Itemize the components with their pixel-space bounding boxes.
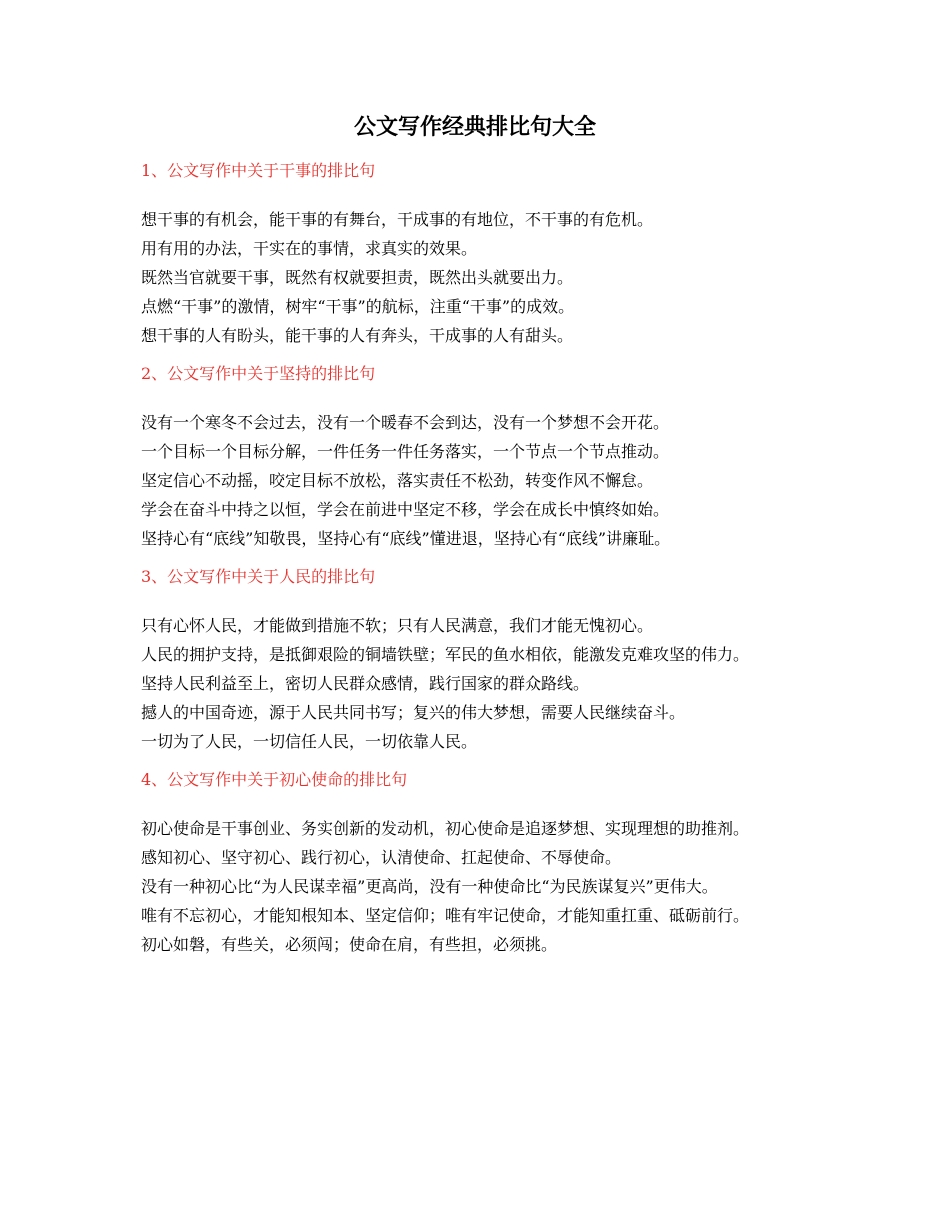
sentence-line: 用有用的办法，干实在的事情，求真实的效果。 [141,239,478,258]
sentence-line: 既然当官就要干事，既然有权就要担责，既然出头就要出力。 [141,268,574,287]
sentence-line: 撼人的中国奇迹，源于人民共同书写；复兴的伟大梦想，需要人民继续奋斗。 [141,703,686,722]
sentence-line: 坚持心有“底线”知敬畏，坚持心有“底线”懂进退，坚持心有“底线”讲廉耻。 [141,529,671,548]
section-heading: 1、公文写作中关于干事的排比句 [141,161,376,180]
sentence-line: 唯有不忘初心，才能知根知本、坚定信仰；唯有牢记使命，才能知重扛重、砥砺前行。 [141,906,750,925]
sentence-line: 坚持人民利益至上，密切人民群众感情，践行国家的群众路线。 [141,674,590,693]
sentence-line: 没有一个寒冬不会过去，没有一个暖春不会到达，没有一个梦想不会开花。 [141,413,670,432]
sentence-line: 只有心怀人民，才能做到措施不软；只有人民满意，我们才能无愧初心。 [141,616,654,635]
sentence-line: 学会在奋斗中持之以恒，学会在前进中坚定不移，学会在成长中慎终如始。 [141,500,670,519]
sentence-line: 想干事的人有盼头，能干事的人有奔头，干成事的人有甜头。 [141,326,574,345]
sentence-line: 人民的拥护支持，是抵御艰险的铜墙铁壁；军民的鱼水相依，能激发克难攻坚的伟力。 [141,645,750,664]
sentence-line: 坚定信心不动摇，咬定目标不放松，落实责任不松劲，转变作风不懈怠。 [141,471,654,490]
section-heading: 3、公文写作中关于人民的排比句 [141,567,376,586]
section-body [141,192,791,353]
section-1 [141,150,791,353]
sentence-line: 感知初心、坚守初心、践行初心，认清使命、扛起使命、不辱使命。 [141,848,622,867]
sentence-line: 初心如磐，有些关，必须闯；使命在肩，有些担，必须挑。 [141,935,558,954]
section-3 [141,556,791,759]
section-heading: 2、公文写作中关于坚持的排比句 [141,364,376,383]
sentence-line: 初心使命是干事创业、务实创新的发动机，初心使命是追逐梦想、实现理想的助推剂。 [141,819,750,838]
sentence-line: 一个目标一个目标分解，一件任务一件任务落实，一个节点一个节点推动。 [141,442,670,461]
sentence-line: 一切为了人民，一切信任人民，一切依靠人民。 [141,732,478,751]
section-body [141,598,791,759]
section-body [141,395,791,556]
sentence-line: 点燃“干事”的激情，树牢“干事”的航标，注重“干事”的成效。 [141,297,575,316]
section-4 [141,759,791,962]
section-body [141,801,791,962]
sentence-line: 没有一种初心比“为人民谋幸福”更高尚，没有一种使命比“为民族谋复兴”更伟大。 [141,877,718,896]
sentence-line: 想干事的有机会，能干事的有舞台，干成事的有地位，不干事的有危机。 [141,210,654,229]
document-title: 公文写作经典排比句大全 [353,115,596,140]
section-2 [141,353,791,556]
document-content [141,150,791,962]
section-heading: 4、公文写作中关于初心使命的排比句 [141,770,408,789]
